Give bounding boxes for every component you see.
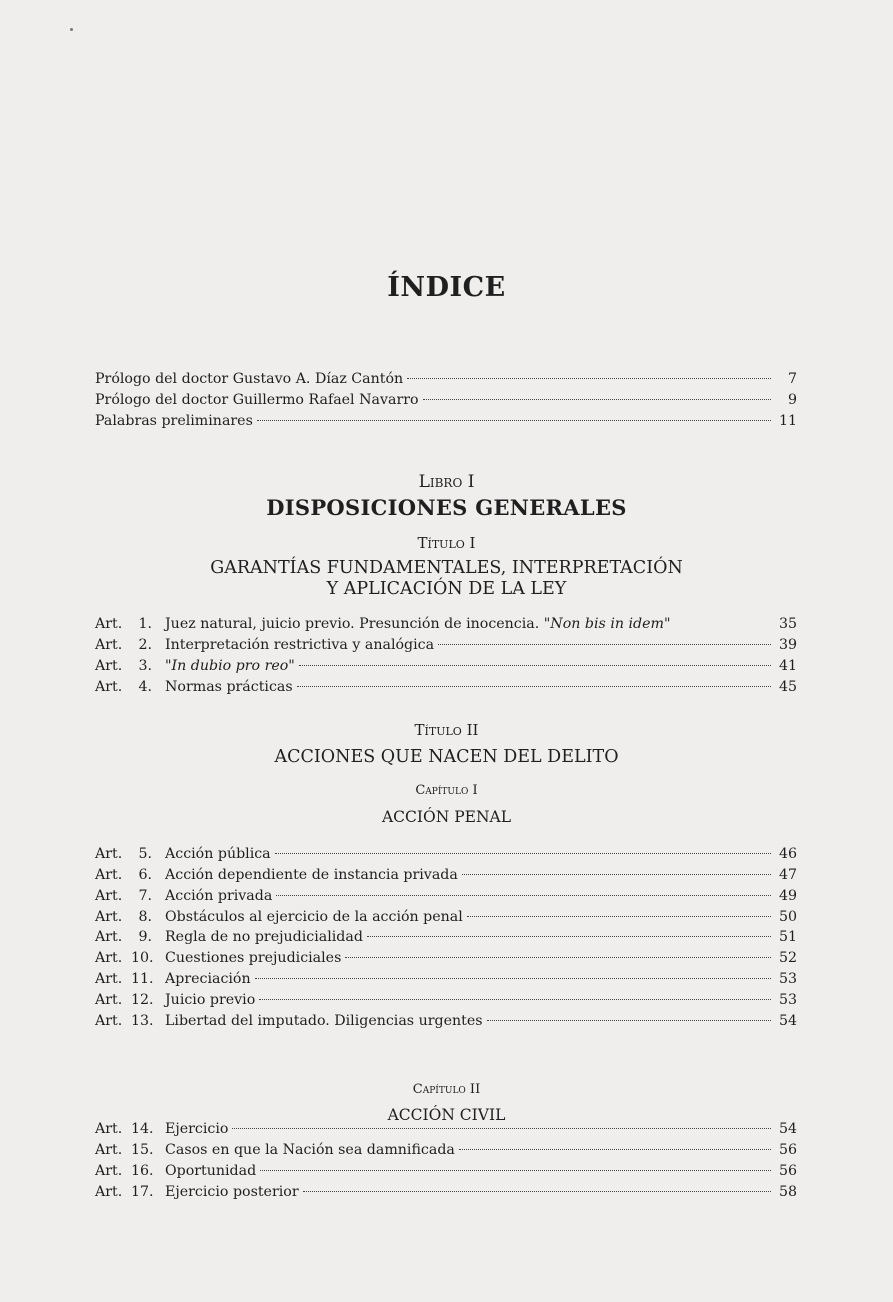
article-number: 14.	[131, 1121, 154, 1138]
article-prefix: Art.	[95, 1012, 123, 1029]
entry-title-roman: Juez natural, juicio previo. Presunción de inocencia.	[165, 616, 540, 633]
page-number: 49	[778, 887, 797, 904]
entry-title: Interpretación restrictiva y analógica	[165, 636, 435, 653]
article-number: 9.	[138, 929, 152, 946]
article-number: 17.	[131, 1183, 154, 1200]
page-number: 35	[778, 616, 797, 633]
article-number: 8.	[138, 908, 152, 925]
entry-title: Acción privada	[165, 887, 273, 904]
toc-entry[interactable]	[95, 675, 797, 696]
page-number: 46	[778, 846, 797, 863]
entry-title: Acción pública	[165, 846, 271, 863]
article-number: 13.	[131, 1012, 154, 1029]
article-number: 12.	[131, 991, 154, 1008]
capitulo-1-articles	[95, 843, 797, 1030]
paper-speck	[70, 28, 73, 31]
page-number: 7	[787, 371, 797, 388]
dot-leader	[438, 630, 771, 645]
page-number: 51	[778, 929, 797, 946]
dot-leader	[367, 922, 771, 937]
article-number: 3.	[138, 657, 152, 674]
entry-title: Prólogo del doctor Gustavo A. Díaz Cantón	[95, 371, 404, 388]
titulo-title-line2: Y APLICACIÓN DE LA LEY	[326, 579, 567, 599]
article-prefix: Art.	[95, 616, 123, 633]
page-number: 53	[778, 991, 797, 1008]
capitulo-2-articles	[95, 1118, 797, 1201]
book-title: DISPOSICIONES GENERALES	[266, 495, 627, 520]
titulo-label: Título II	[414, 721, 479, 739]
dot-leader	[462, 860, 771, 875]
entry-title-italic: "Non bis in idem"	[543, 616, 671, 633]
page-number: 41	[778, 657, 797, 674]
article-number: 1.	[138, 616, 152, 633]
entry-title: Normas prácticas	[165, 678, 293, 695]
dot-leader	[257, 406, 771, 421]
article-prefix: Art.	[95, 908, 123, 925]
titulo-1-articles	[95, 613, 797, 696]
article-prefix: Art.	[95, 866, 123, 883]
page-number: 53	[778, 970, 797, 987]
entry-title: Juicio previo	[165, 991, 256, 1008]
article-prefix: Art.	[95, 991, 123, 1008]
article-prefix: Art.	[95, 1162, 123, 1179]
article-number: 7.	[138, 887, 152, 904]
titulo-label: Título I	[417, 534, 476, 552]
titulo-title-line1: GARANTÍAS FUNDAMENTALES, INTERPRETACIÓN	[210, 558, 683, 578]
capitulo-label: Capítulo II	[412, 1082, 481, 1097]
article-number: 16.	[131, 1162, 154, 1179]
dot-leader	[276, 881, 771, 896]
entry-title: Acción dependiente de instancia privada	[165, 866, 458, 883]
entry-title: Cuestiones prejudiciales	[165, 950, 342, 967]
article-prefix: Art.	[95, 887, 123, 904]
entry-title: Obstáculos al ejercicio de la acción penal	[165, 908, 463, 925]
dot-leader	[255, 964, 771, 979]
toc-entry[interactable]	[95, 1009, 797, 1030]
dot-leader	[299, 651, 771, 666]
entry-title: Palabras preliminares	[95, 412, 253, 429]
dot-leader	[459, 1135, 771, 1150]
page-number: 56	[778, 1162, 797, 1179]
page-number: 54	[778, 1121, 797, 1138]
article-number: 2.	[138, 636, 152, 653]
article-prefix: Art.	[95, 636, 123, 653]
article-number: 11.	[131, 970, 154, 987]
article-prefix: Art.	[95, 1141, 123, 1158]
dot-leader	[297, 671, 771, 686]
toc-entry[interactable]	[95, 410, 797, 431]
article-prefix: Art.	[95, 657, 123, 674]
capitulo-title: ACCIÓN PENAL	[381, 808, 512, 826]
article-number: 5.	[138, 846, 152, 863]
page-number: 11	[778, 412, 797, 429]
toc-entry[interactable]	[95, 1180, 797, 1201]
article-prefix: Art.	[95, 950, 123, 967]
article-prefix: Art.	[95, 970, 123, 987]
article-number: 6.	[138, 866, 152, 883]
dot-leader	[260, 1156, 771, 1171]
article-prefix: Art.	[95, 846, 123, 863]
dot-leader	[303, 1176, 771, 1191]
page-number: 54	[778, 1012, 797, 1029]
dot-leader	[423, 385, 771, 400]
entry-title: Oportunidad	[165, 1162, 257, 1179]
titulo-title: ACCIONES QUE NACEN DEL DELITO	[274, 747, 619, 767]
article-prefix: Art.	[95, 1183, 123, 1200]
article-prefix: Art.	[95, 678, 123, 695]
page-number: 58	[778, 1183, 797, 1200]
article-number: 15.	[131, 1141, 154, 1158]
entry-title: Libertad del imputado. Diligencias urgentes	[165, 1012, 483, 1029]
entry-title: Regla de no prejudicialidad	[165, 929, 363, 946]
page-number: 39	[778, 636, 797, 653]
page-number: 47	[778, 866, 797, 883]
capitulo-label: Capítulo I	[415, 783, 478, 798]
dot-leader	[259, 985, 771, 1000]
front-matter-list	[95, 368, 797, 430]
article-number: 4.	[138, 678, 152, 695]
page-number: 56	[778, 1141, 797, 1158]
dot-leader	[275, 839, 771, 854]
article-prefix: Art.	[95, 1121, 123, 1138]
dot-leader	[232, 1114, 771, 1129]
entry-title: Casos en que la Nación sea damnificada	[165, 1141, 455, 1158]
article-number: 10.	[131, 950, 154, 967]
book-label: Libro I	[418, 472, 475, 492]
entry-title: "In dubio pro reo"	[165, 657, 295, 674]
entry-title: Prólogo del doctor Guillermo Rafael Navarro	[95, 391, 419, 408]
page-number: 9	[787, 391, 797, 408]
entry-title: Ejercicio posterior	[165, 1183, 299, 1200]
dot-leader	[345, 943, 771, 958]
page-number: 52	[778, 950, 797, 967]
dot-leader	[487, 1005, 771, 1020]
page-number: 45	[778, 678, 797, 695]
dot-leader	[467, 901, 771, 916]
entry-title: Ejercicio	[165, 1121, 229, 1138]
dot-leader	[407, 364, 771, 379]
article-prefix: Art.	[95, 929, 123, 946]
dot-leader	[675, 609, 772, 624]
capitulo-title: ACCIÓN CIVIL	[387, 1106, 506, 1124]
entry-title: Apreciación	[165, 970, 251, 987]
index-title: ÍNDICE	[387, 272, 506, 303]
page-number: 50	[778, 908, 797, 925]
